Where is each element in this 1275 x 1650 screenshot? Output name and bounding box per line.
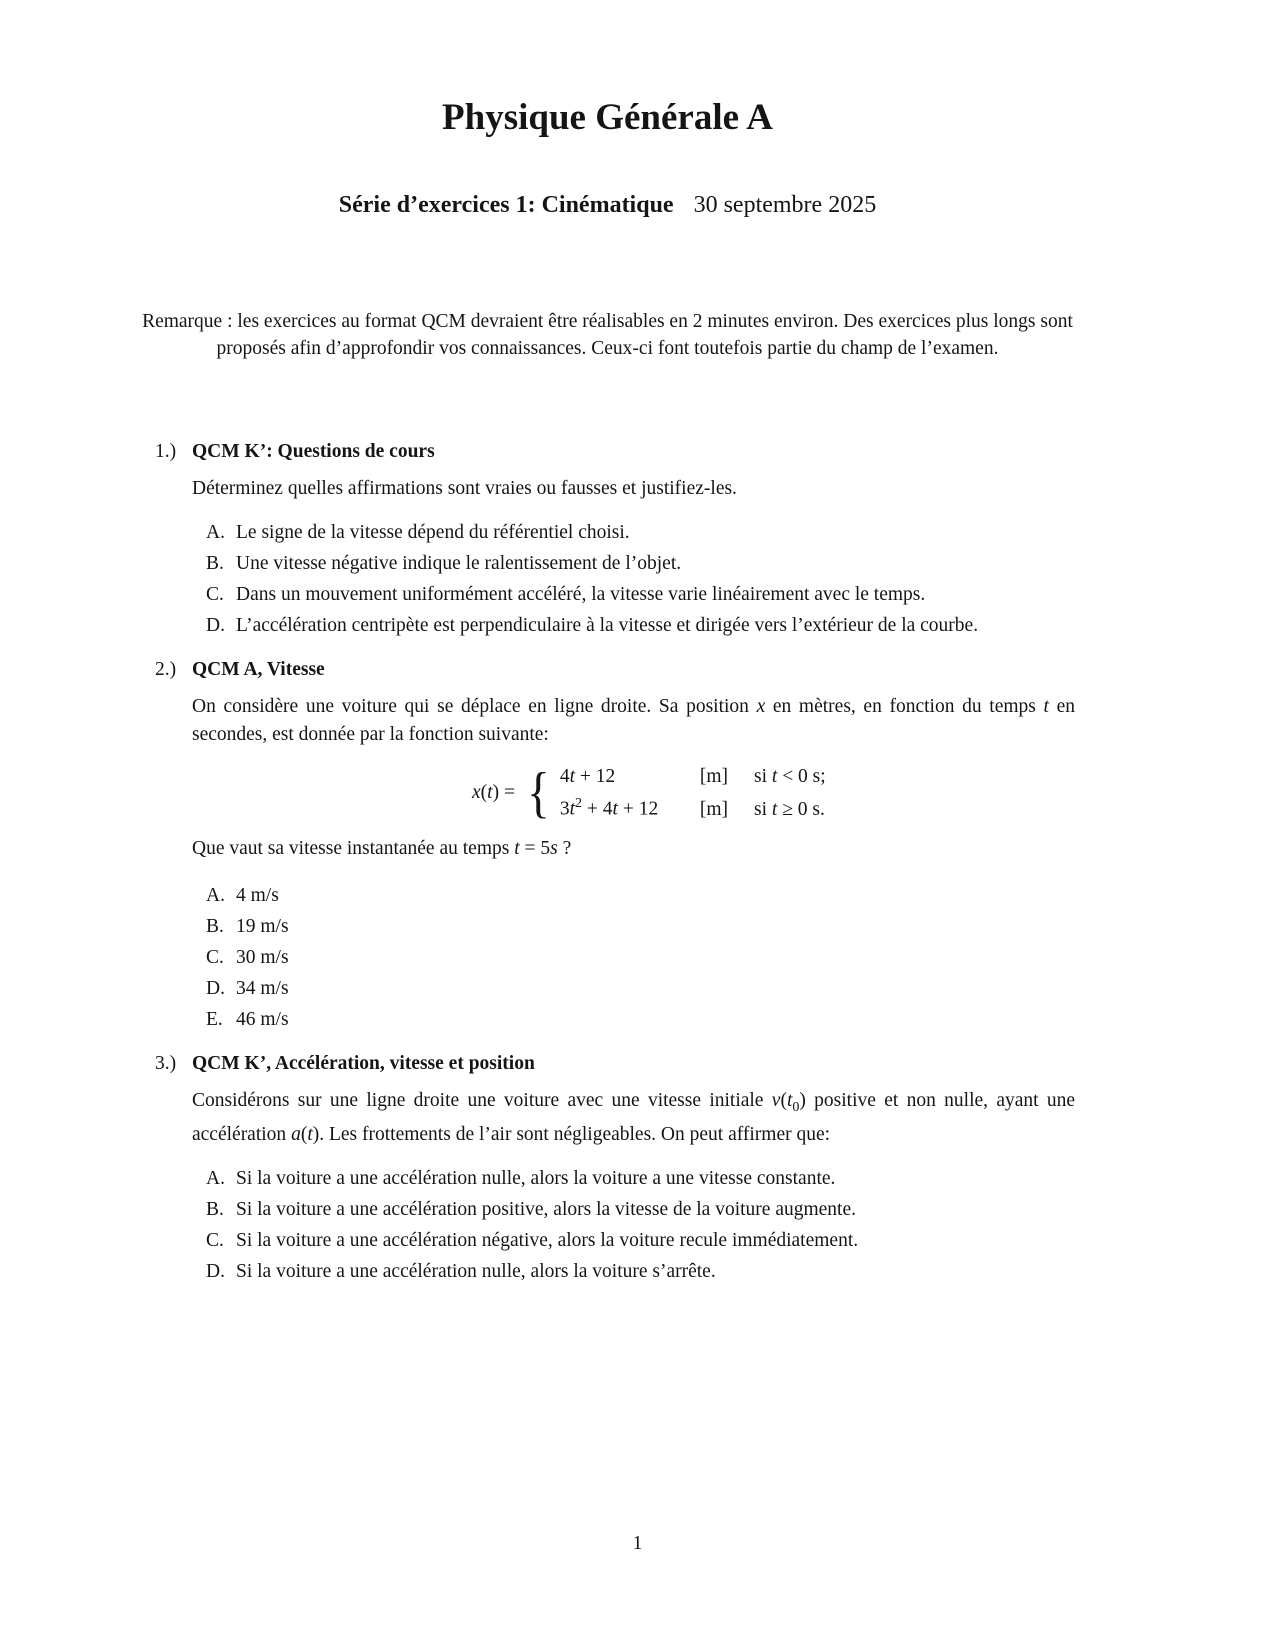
- exercise-2-question: Que vaut sa vitesse instantanée au temps t = 5s ?: [192, 837, 572, 859]
- exercise-3-heading: [140, 1050, 1075, 1077]
- exercise-3-option-c: [192, 1227, 1075, 1255]
- exercise-3-title: QCM K’, Accélération, vitesse et position: [192, 1053, 535, 1074]
- exercise-2-heading: [140, 656, 1075, 683]
- exercise-2-option-b: [192, 913, 1075, 941]
- option-label: B.: [206, 553, 224, 574]
- document-subtitle: [140, 190, 1075, 220]
- exercise-1-number: 1.): [155, 441, 177, 462]
- exercise-1-option-a: [192, 519, 1075, 547]
- page-title: Physique Générale A: [442, 97, 773, 138]
- option-text: Si la voiture a une accélération positive, alors la vitesse de la voiture augmente.: [236, 1198, 856, 1220]
- exercise-2-title: QCM A, Vitesse: [192, 659, 325, 680]
- exercise-1-content: [192, 475, 1075, 640]
- piecewise-equation: [472, 763, 1075, 823]
- case-2-expression: $3t^2 + 4t + 12$: [559, 795, 659, 820]
- case-1-unit: [m]: [699, 766, 728, 787]
- exercise-1-option-c: [192, 581, 1075, 609]
- exercise-3: [140, 1050, 1075, 1286]
- exercise-1-heading: [140, 438, 1075, 465]
- equation-brace: {: [526, 761, 550, 824]
- case-1-expression: 4t + 12: [559, 766, 616, 787]
- exercise-2-number: 2.): [155, 659, 177, 680]
- text-block: [140, 0, 1075, 1289]
- exercise-2-option-a: [192, 882, 1075, 910]
- option-text: Si la voiture a une accélération négative, alors la voiture recule immédiatement.: [236, 1229, 859, 1251]
- exercise-1: [140, 438, 1075, 640]
- option-label: A.: [206, 522, 225, 543]
- page-number: 1: [632, 1533, 643, 1554]
- exercise-1-intro: Déterminez quelles affirmations sont vraies ou fausses et justifiez-les.: [192, 478, 737, 499]
- option-text: L’accélération centripète est perpendiculaire à la vitesse et dirigée vers l’extérieur de la courbe.: [236, 615, 979, 636]
- exercise-1-option-d: [192, 612, 1075, 640]
- option-label: B.: [206, 1198, 224, 1220]
- option-label: C.: [206, 1229, 224, 1251]
- exercise-3-content: [192, 1087, 1075, 1286]
- option-text: 4 m/s: [236, 885, 279, 906]
- exercise-2-option-c: [192, 944, 1075, 972]
- equation-case-row: [560, 763, 826, 790]
- exercise-1-option-b: [192, 550, 1075, 578]
- exercise-2-option-e: [192, 1006, 1075, 1034]
- exercise-3-options: [192, 1165, 1075, 1286]
- exercise-2-options: [192, 882, 1075, 1034]
- subtitle-series: Série d’exercices 1: Cinématique: [338, 192, 674, 218]
- exercise-3-option-d: [192, 1258, 1075, 1286]
- exercise-3-number: 3.): [155, 1053, 177, 1074]
- exercise-1-options: [192, 519, 1075, 640]
- case-2-condition: si t ≥ 0 s.: [754, 798, 825, 820]
- exercise-3-option-a: [192, 1165, 1075, 1193]
- option-text: 30 m/s: [236, 947, 289, 968]
- remark-paragraph: Remarque : les exercices au format QCM devraient être réalisables en 2 minutes environ. Des exercices plus longs sont proposés afin d’approfondir vos connaissances. Ceux-ci font toutefois partie du champ de l’examen.: [142, 311, 1073, 359]
- exercise-3-option-b: [192, 1196, 1075, 1224]
- option-text: 34 m/s: [236, 978, 289, 999]
- equation-case-row: [560, 790, 826, 823]
- exercise-2-option-d: [192, 975, 1075, 1003]
- option-text: Si la voiture a une accélération nulle, alors la voiture a une vitesse constante.: [236, 1167, 836, 1189]
- option-text: Dans un mouvement uniformément accéléré, la vitesse varie linéairement avec le temps.: [236, 584, 926, 605]
- subtitle-date: 30 septembre 2025: [693, 192, 877, 218]
- option-text: Le signe de la vitesse dépend du référentiel choisi.: [236, 522, 630, 543]
- case-2-unit: [m]: [699, 798, 728, 820]
- option-label: D.: [206, 615, 225, 636]
- option-text: 46 m/s: [236, 1009, 289, 1030]
- case-1-condition: si t < 0 s;: [754, 766, 826, 787]
- equation-cases: [560, 763, 826, 823]
- option-label: A.: [206, 885, 225, 906]
- exercise-2: [140, 656, 1075, 1034]
- exercise-1-title: QCM K’: Questions de cours: [192, 441, 435, 462]
- option-label: C.: [206, 947, 224, 968]
- option-text: Si la voiture a une accélération nulle, alors la voiture s’arrête.: [236, 1260, 716, 1282]
- option-label: D.: [206, 978, 225, 999]
- option-text: Une vitesse négative indique le ralentissement de l’objet.: [236, 553, 682, 574]
- equation-lhs: x(t) =: [472, 781, 515, 803]
- option-text: 19 m/s: [236, 916, 289, 937]
- option-label: A.: [206, 1167, 225, 1189]
- exercise-3-intro: Considérons sur une ligne droite une voiture avec une vitesse initiale $v(t_0)$ positive et non nulle, ayant une accélération a(t). Les frottements de l’air sont négligeables. On peut affirmer que:: [192, 1090, 1076, 1145]
- exercise-2-content: [192, 693, 1075, 1034]
- option-label: B.: [206, 916, 224, 937]
- option-label: E.: [206, 1009, 223, 1030]
- exercise-2-intro: On considère une voiture qui se déplace en ligne droite. Sa position x en mètres, en fonction du temps t en secondes, est donnée par la fonction suivante:: [192, 696, 1075, 745]
- option-label: D.: [206, 1260, 225, 1282]
- option-label: C.: [206, 584, 224, 605]
